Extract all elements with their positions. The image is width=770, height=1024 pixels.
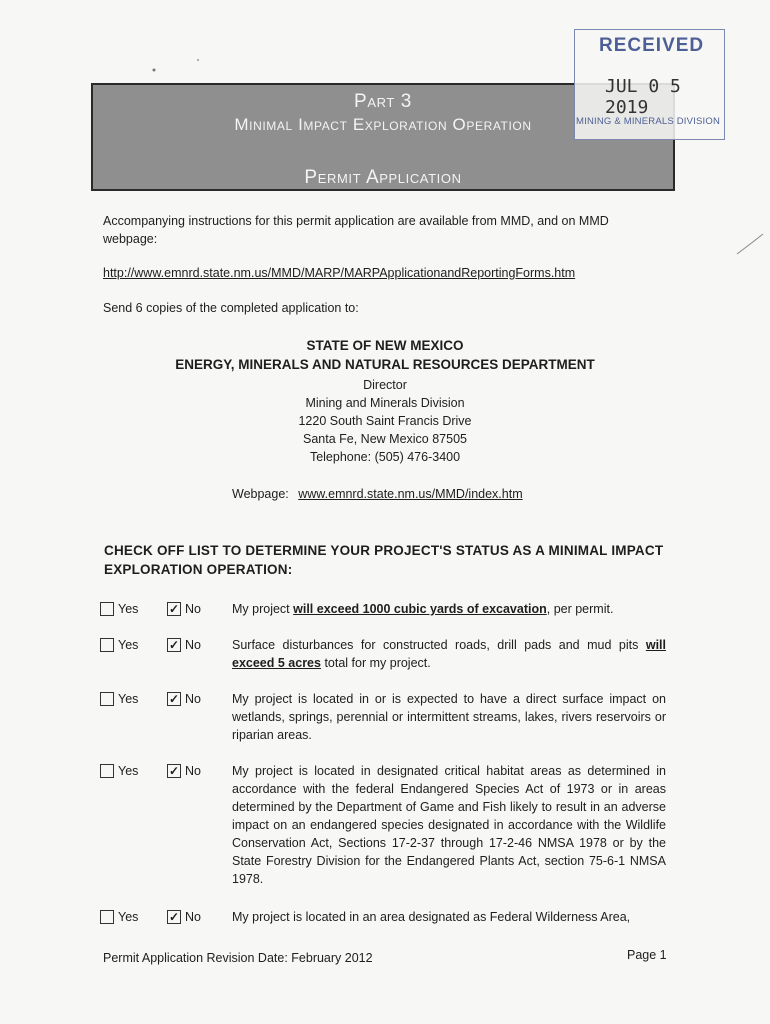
banner-title: Permit Application: [304, 167, 462, 188]
revision-date: Permit Application Revision Date: February 2012: [103, 951, 373, 965]
checklist-statement: My project is located in or is expected to have a direct surface impact on wetlands, springs, perennial or intermittent streams, lakes, rivers reservoirs or riparian areas.: [232, 692, 666, 742]
send-copies-text: Send 6 copies of the completed application to:: [103, 301, 359, 315]
checklist-statement: My project is located in designated critical habitat areas as determined in accordance with the federal Endangered Species Act of 1973 or in areas determined by the Department of Game and Fish likely to result in an adverse impact on an endangered species designated in accordance with the Wildlife Conservation Act, Sections 17-2-37 through 17-2-46 NMSA 1978 or by the State Forestry Division for the Endangered Plants Act, section 75-6-1 NMSA 1978.: [232, 764, 666, 886]
no-checkbox[interactable]: ✓: [168, 692, 180, 706]
page-number: Page 1: [627, 948, 667, 962]
no-checkbox[interactable]: ✓: [168, 764, 180, 778]
no-label: No: [185, 638, 201, 652]
address-state: STATE OF NEW MEXICO: [306, 338, 464, 353]
yes-checkbox[interactable]: [100, 638, 114, 652]
forms-link[interactable]: http://www.emnrd.state.nm.us/MMD/MARP/MARPApplicationandReportingForms.htm: [103, 266, 576, 280]
no-label: No: [185, 692, 201, 706]
address-director: Director: [363, 378, 407, 392]
address-phone: Telephone: (505) 476-3400: [309, 450, 461, 464]
checklist-statement: My project will exceed 1000 cubic yards of excavation, per permit.: [232, 602, 614, 616]
yes-checkbox[interactable]: [100, 764, 114, 778]
yes-checkbox[interactable]: [100, 910, 114, 924]
address-dept: ENERGY, MINERALS AND NATURAL RESOURCES DEPARTMENT: [175, 357, 595, 372]
yes-checkbox[interactable]: [100, 602, 114, 616]
no-checkbox[interactable]: ✓: [168, 910, 180, 924]
no-label: No: [185, 602, 201, 616]
yes-label: Yes: [118, 764, 139, 778]
address-city: Santa Fe, New Mexico 87505: [303, 432, 467, 446]
webpage-line: [232, 485, 523, 503]
webpage-link[interactable]: www.emnrd.state.nm.us/MMD/index.htm: [298, 487, 523, 501]
no-checkbox[interactable]: ✓: [168, 638, 180, 652]
received-stamp: [574, 29, 725, 140]
intro-text: Accompanying instructions for this permit application are available from MMD, and on MMD webpage:: [103, 214, 609, 246]
stamp-date: JUL 0 5 2019: [605, 76, 681, 118]
no-label: No: [185, 910, 201, 924]
yes-checkbox[interactable]: [100, 692, 114, 706]
yes-label: Yes: [118, 910, 139, 924]
webpage-label: Webpage:: [232, 487, 289, 501]
no-checkbox[interactable]: ✓: [168, 602, 180, 616]
stamp-title: RECEIVED: [599, 35, 705, 56]
speck-icon: [150, 56, 210, 76]
banner-part: Part 3: [354, 91, 412, 112]
yes-label: Yes: [118, 638, 139, 652]
no-label: No: [185, 764, 201, 778]
stamp-division: MINING & MINERALS DIVISION: [576, 116, 721, 127]
checklist-statement: Surface disturbances for constructed roads, drill pads and mud pits will exceed 5 acres total for my project.: [232, 638, 666, 670]
yes-label: Yes: [118, 692, 139, 706]
checklist-heading: CHECK OFF LIST TO DETERMINE YOUR PROJECT'S STATUS AS A MINIMAL IMPACT EXPLORATION OPERATION:: [104, 543, 664, 577]
pen-mark-icon: [735, 232, 765, 256]
yes-label: Yes: [118, 602, 139, 616]
banner-subtitle: Minimal Impact Exploration Operation: [234, 115, 532, 134]
checklist-statement: My project is located in an area designated as Federal Wilderness Area,: [232, 910, 631, 924]
address-division: Mining and Minerals Division: [305, 396, 465, 410]
address-street: 1220 South Saint Francis Drive: [298, 414, 472, 428]
